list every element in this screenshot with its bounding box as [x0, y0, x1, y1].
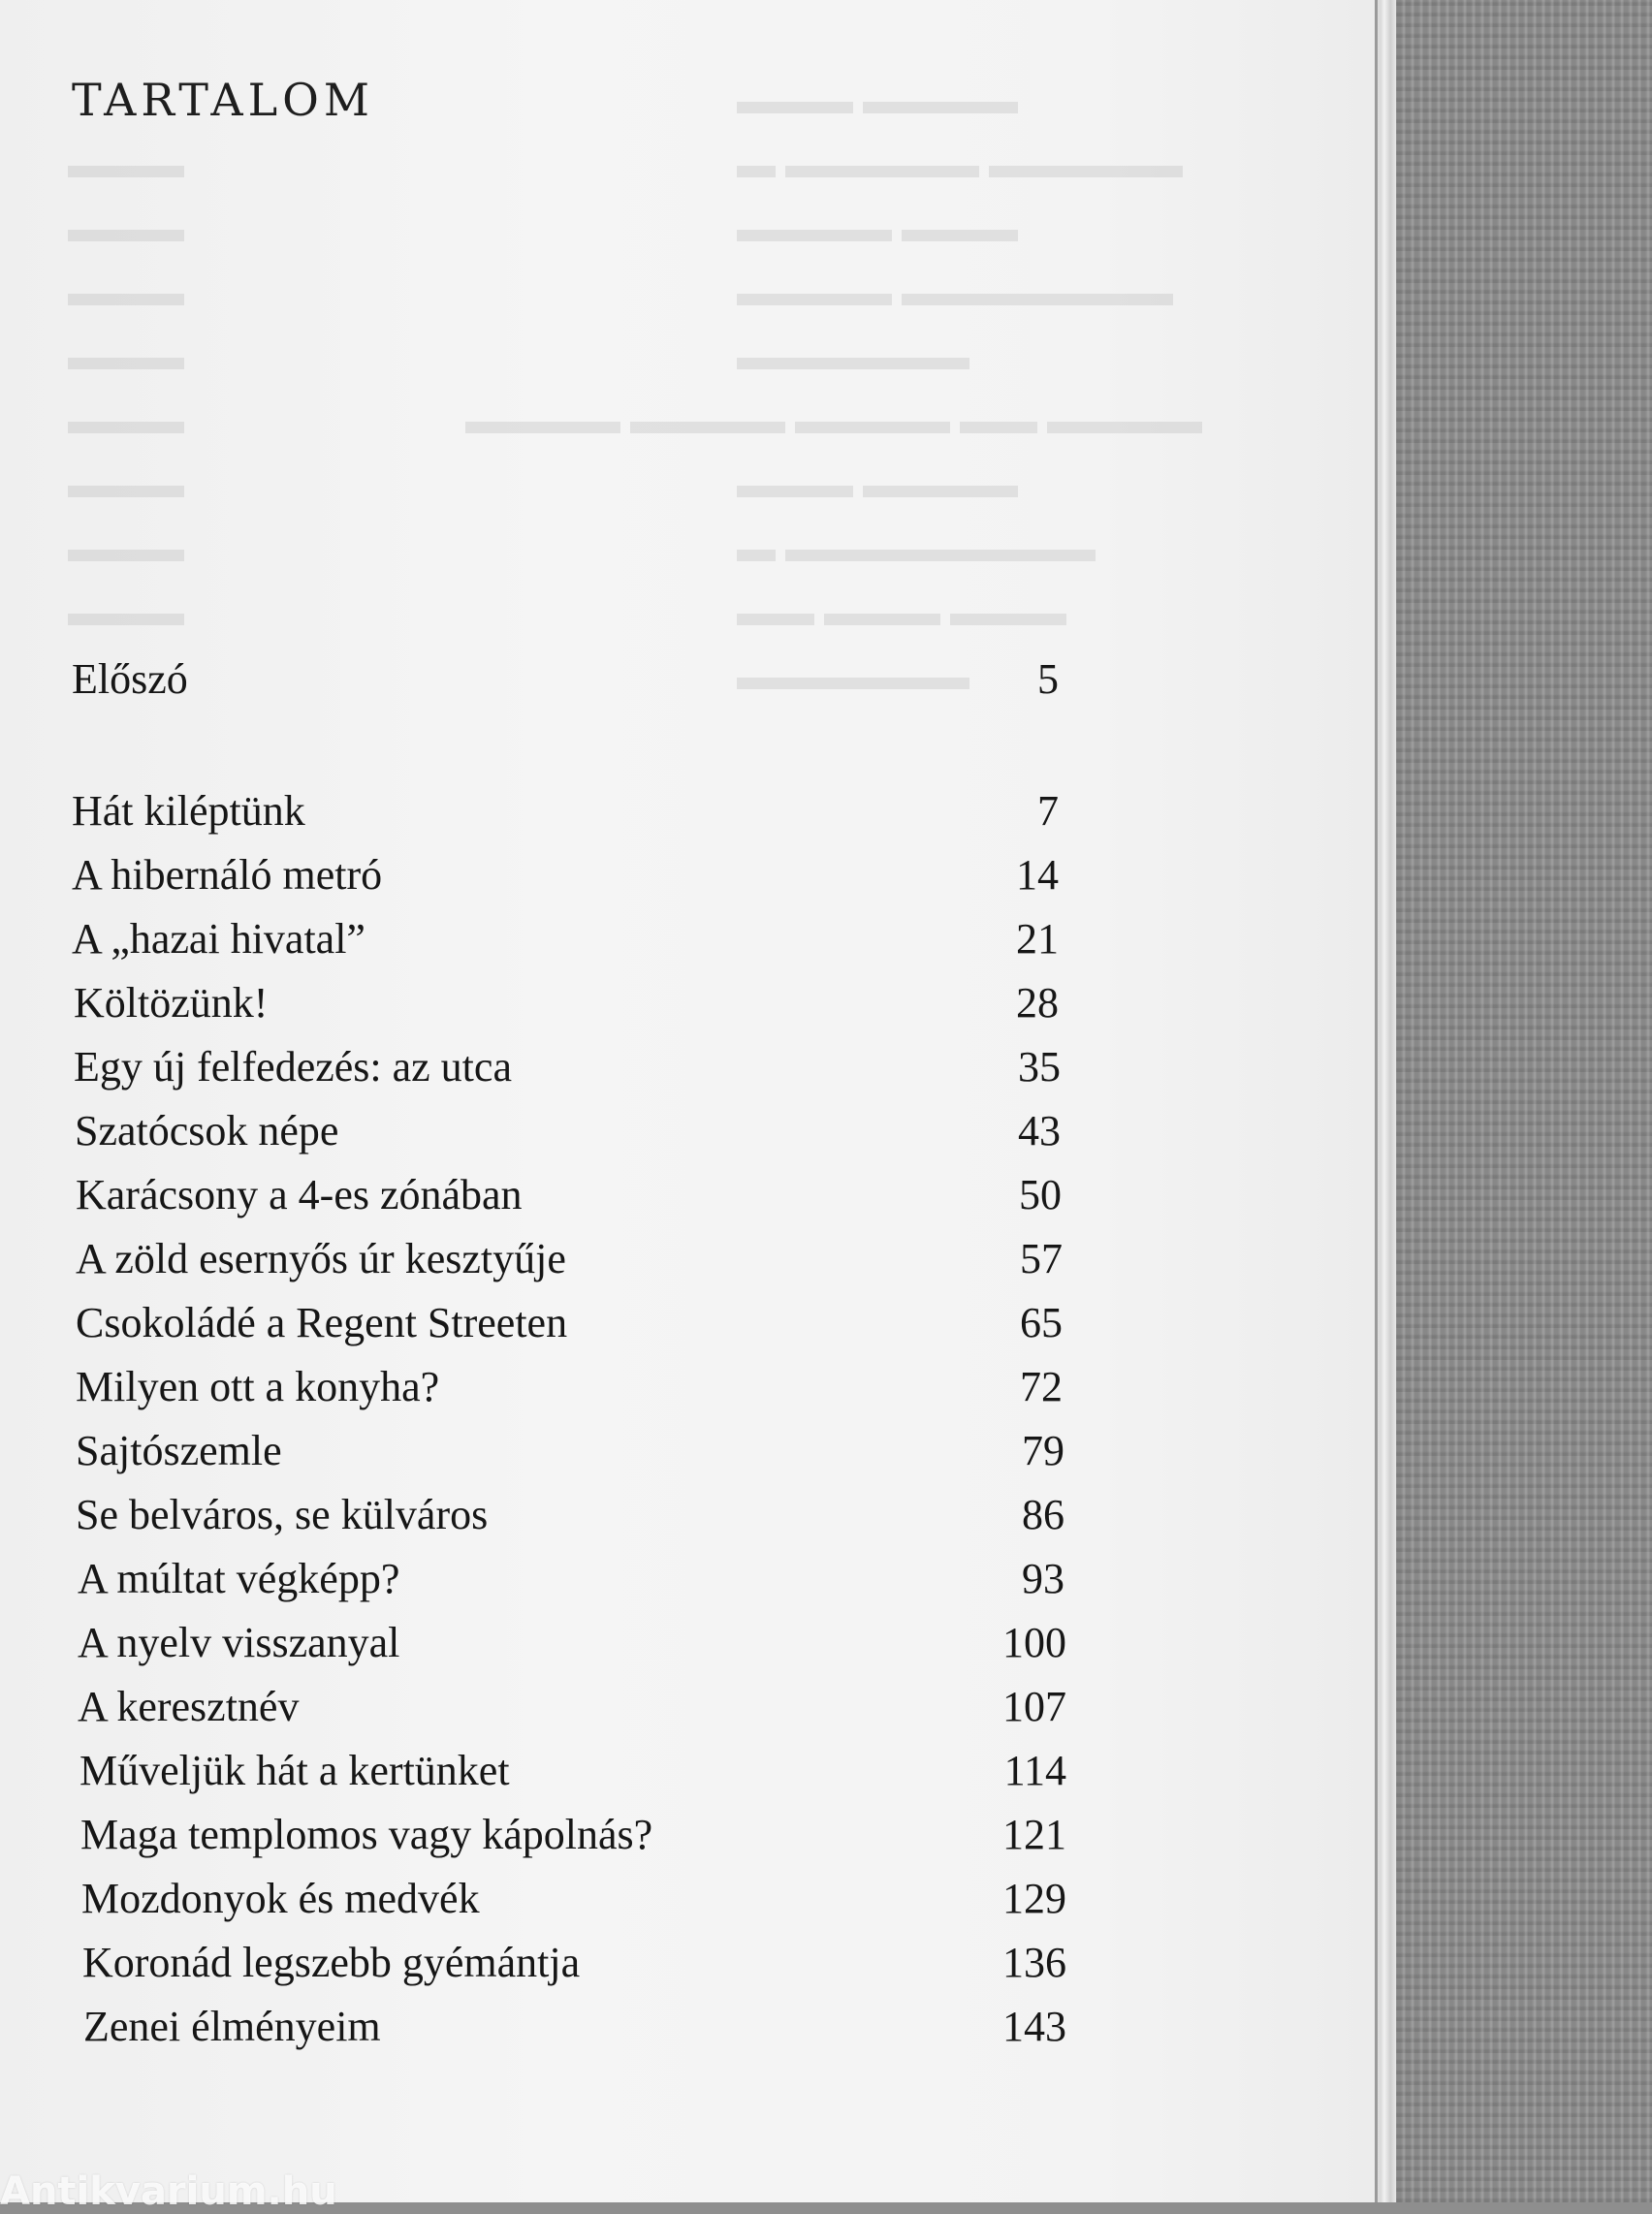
- toc-entry-title: A nyelv visszanyal: [78, 1619, 400, 1666]
- toc-entry: [82, 1935, 1066, 1991]
- toc-entry-page-number: 43: [1018, 1107, 1061, 1154]
- toc-entry: [72, 651, 1059, 708]
- toc-entry-title: Maga templomos vagy kápolnás?: [80, 1811, 653, 1858]
- toc-entry-title: Mozdonyok és medvék: [81, 1875, 480, 1922]
- toc-entry-page-number: 129: [1002, 1875, 1066, 1922]
- toc-entry-title: Előszó: [72, 655, 188, 703]
- toc-entry-page-number: 121: [1002, 1811, 1066, 1858]
- toc-entry-page-number: 21: [1016, 915, 1059, 963]
- toc-entry: [78, 1615, 1066, 1671]
- toc-entry-page-number: 5: [1037, 655, 1059, 703]
- toc-entry-page-number: 93: [1022, 1555, 1064, 1602]
- toc-entry: [78, 1679, 1066, 1735]
- toc-entry-title: Milyen ott a konyha?: [76, 1363, 440, 1410]
- toc-entry-title: Se belváros, se külváros: [76, 1491, 489, 1538]
- watermark: Antikvarium.hu: [0, 2169, 337, 2214]
- toc-entry-title: Zenei élményeim: [83, 2003, 381, 2050]
- toc-entry-page-number: 14: [1016, 851, 1059, 899]
- toc-entry-title: Karácsony a 4-es zónában: [76, 1171, 523, 1218]
- toc-entry-page-number: 35: [1018, 1043, 1061, 1091]
- toc-entry-page-number: 136: [1002, 1939, 1066, 1986]
- toc-entry-page-number: 28: [1016, 979, 1059, 1027]
- toc-entry: [76, 1295, 1063, 1351]
- toc-entry-page-number: 79: [1022, 1427, 1064, 1474]
- toc-entry: [72, 847, 1059, 903]
- toc-entry-page-number: 100: [1002, 1619, 1066, 1666]
- toc-entry-title: Műveljük hát a kertünket: [79, 1747, 510, 1794]
- toc-entry-page-number: 86: [1022, 1491, 1064, 1538]
- toc-entry-title: Koronád legszebb gyémántja: [82, 1939, 581, 1986]
- toc-entry: [78, 1551, 1064, 1607]
- toc-entry-page-number: 7: [1037, 787, 1059, 835]
- toc-entry: [80, 1807, 1066, 1863]
- toc-entry: [72, 911, 1059, 967]
- toc-entry-title: Szatócsok népe: [75, 1107, 339, 1154]
- background-surface: [1377, 0, 1652, 2202]
- toc-entry-page-number: 114: [1003, 1747, 1066, 1794]
- toc-entry: [76, 1231, 1063, 1287]
- toc-entry-title: A hibernáló metró: [72, 851, 383, 899]
- page-title: TARTALOM: [72, 74, 374, 126]
- toc-entry: [81, 1871, 1066, 1927]
- toc-entry-page-number: 57: [1020, 1235, 1063, 1282]
- toc-entry: [79, 1743, 1066, 1799]
- toc-entry: [74, 1039, 1061, 1095]
- toc-entry-title: Költözünk!: [74, 979, 269, 1027]
- toc-entry: [76, 1167, 1062, 1223]
- toc-entry-title: Csokoládé a Regent Streeten: [76, 1299, 568, 1346]
- toc-entry: [75, 1103, 1061, 1159]
- toc-entry-title: Egy új felfedezés: az utca: [74, 1043, 512, 1091]
- bleed-through-text: ▬▬▬ ▬▬▬▬ ▬ ▬▬▬▬▬ ▬▬▬▬▬ ▬▬▬▬ ▬▬▬ ▬▬▬▬ ▬▬▬▬▬▬▬ ▬▬▬▬▬▬ ▬▬▬▬ ▬▬▬▬ ▬▬▬▬ ▬▬ ▬▬▬▬ ▬▬▬ ▬▬▬▬ ▬ ▬▬▬▬▬▬▬▬ ▬▬ ▬▬▬ ▬▬▬ ▬▬▬▬▬▬ ▬▬▬ ▬▬▬ ▬▬▬ ▬▬▬ ▬▬▬ ▬▬▬ ▬▬▬ ▬▬▬: [68, 79, 1202, 698]
- toc-entry: [72, 783, 1059, 839]
- toc-entry-title: A zöld esernyős úr kesztyűje: [76, 1235, 566, 1282]
- toc-entry: [76, 1487, 1064, 1543]
- toc-entry-page-number: 143: [1002, 2003, 1066, 2050]
- toc-entry-title: A „hazai hivatal”: [72, 915, 365, 963]
- toc-entry: [76, 1359, 1063, 1415]
- page-divider: [1375, 0, 1378, 2202]
- toc-entry-page-number: 107: [1002, 1683, 1066, 1730]
- toc-entry: [76, 1423, 1064, 1479]
- toc-entry-title: A múltat végképp?: [78, 1555, 400, 1602]
- toc-entry-title: Hát kiléptünk: [72, 787, 305, 835]
- toc-entry-page-number: 50: [1019, 1171, 1062, 1218]
- toc-entry: [83, 1999, 1066, 2055]
- toc-entry-title: A keresztnév: [78, 1683, 300, 1730]
- toc-entry-page-number: 72: [1020, 1363, 1063, 1410]
- toc-entry: [74, 975, 1059, 1031]
- toc-entry-page-number: 65: [1020, 1299, 1063, 1346]
- toc-entry-title: Sajtószemle: [76, 1427, 282, 1474]
